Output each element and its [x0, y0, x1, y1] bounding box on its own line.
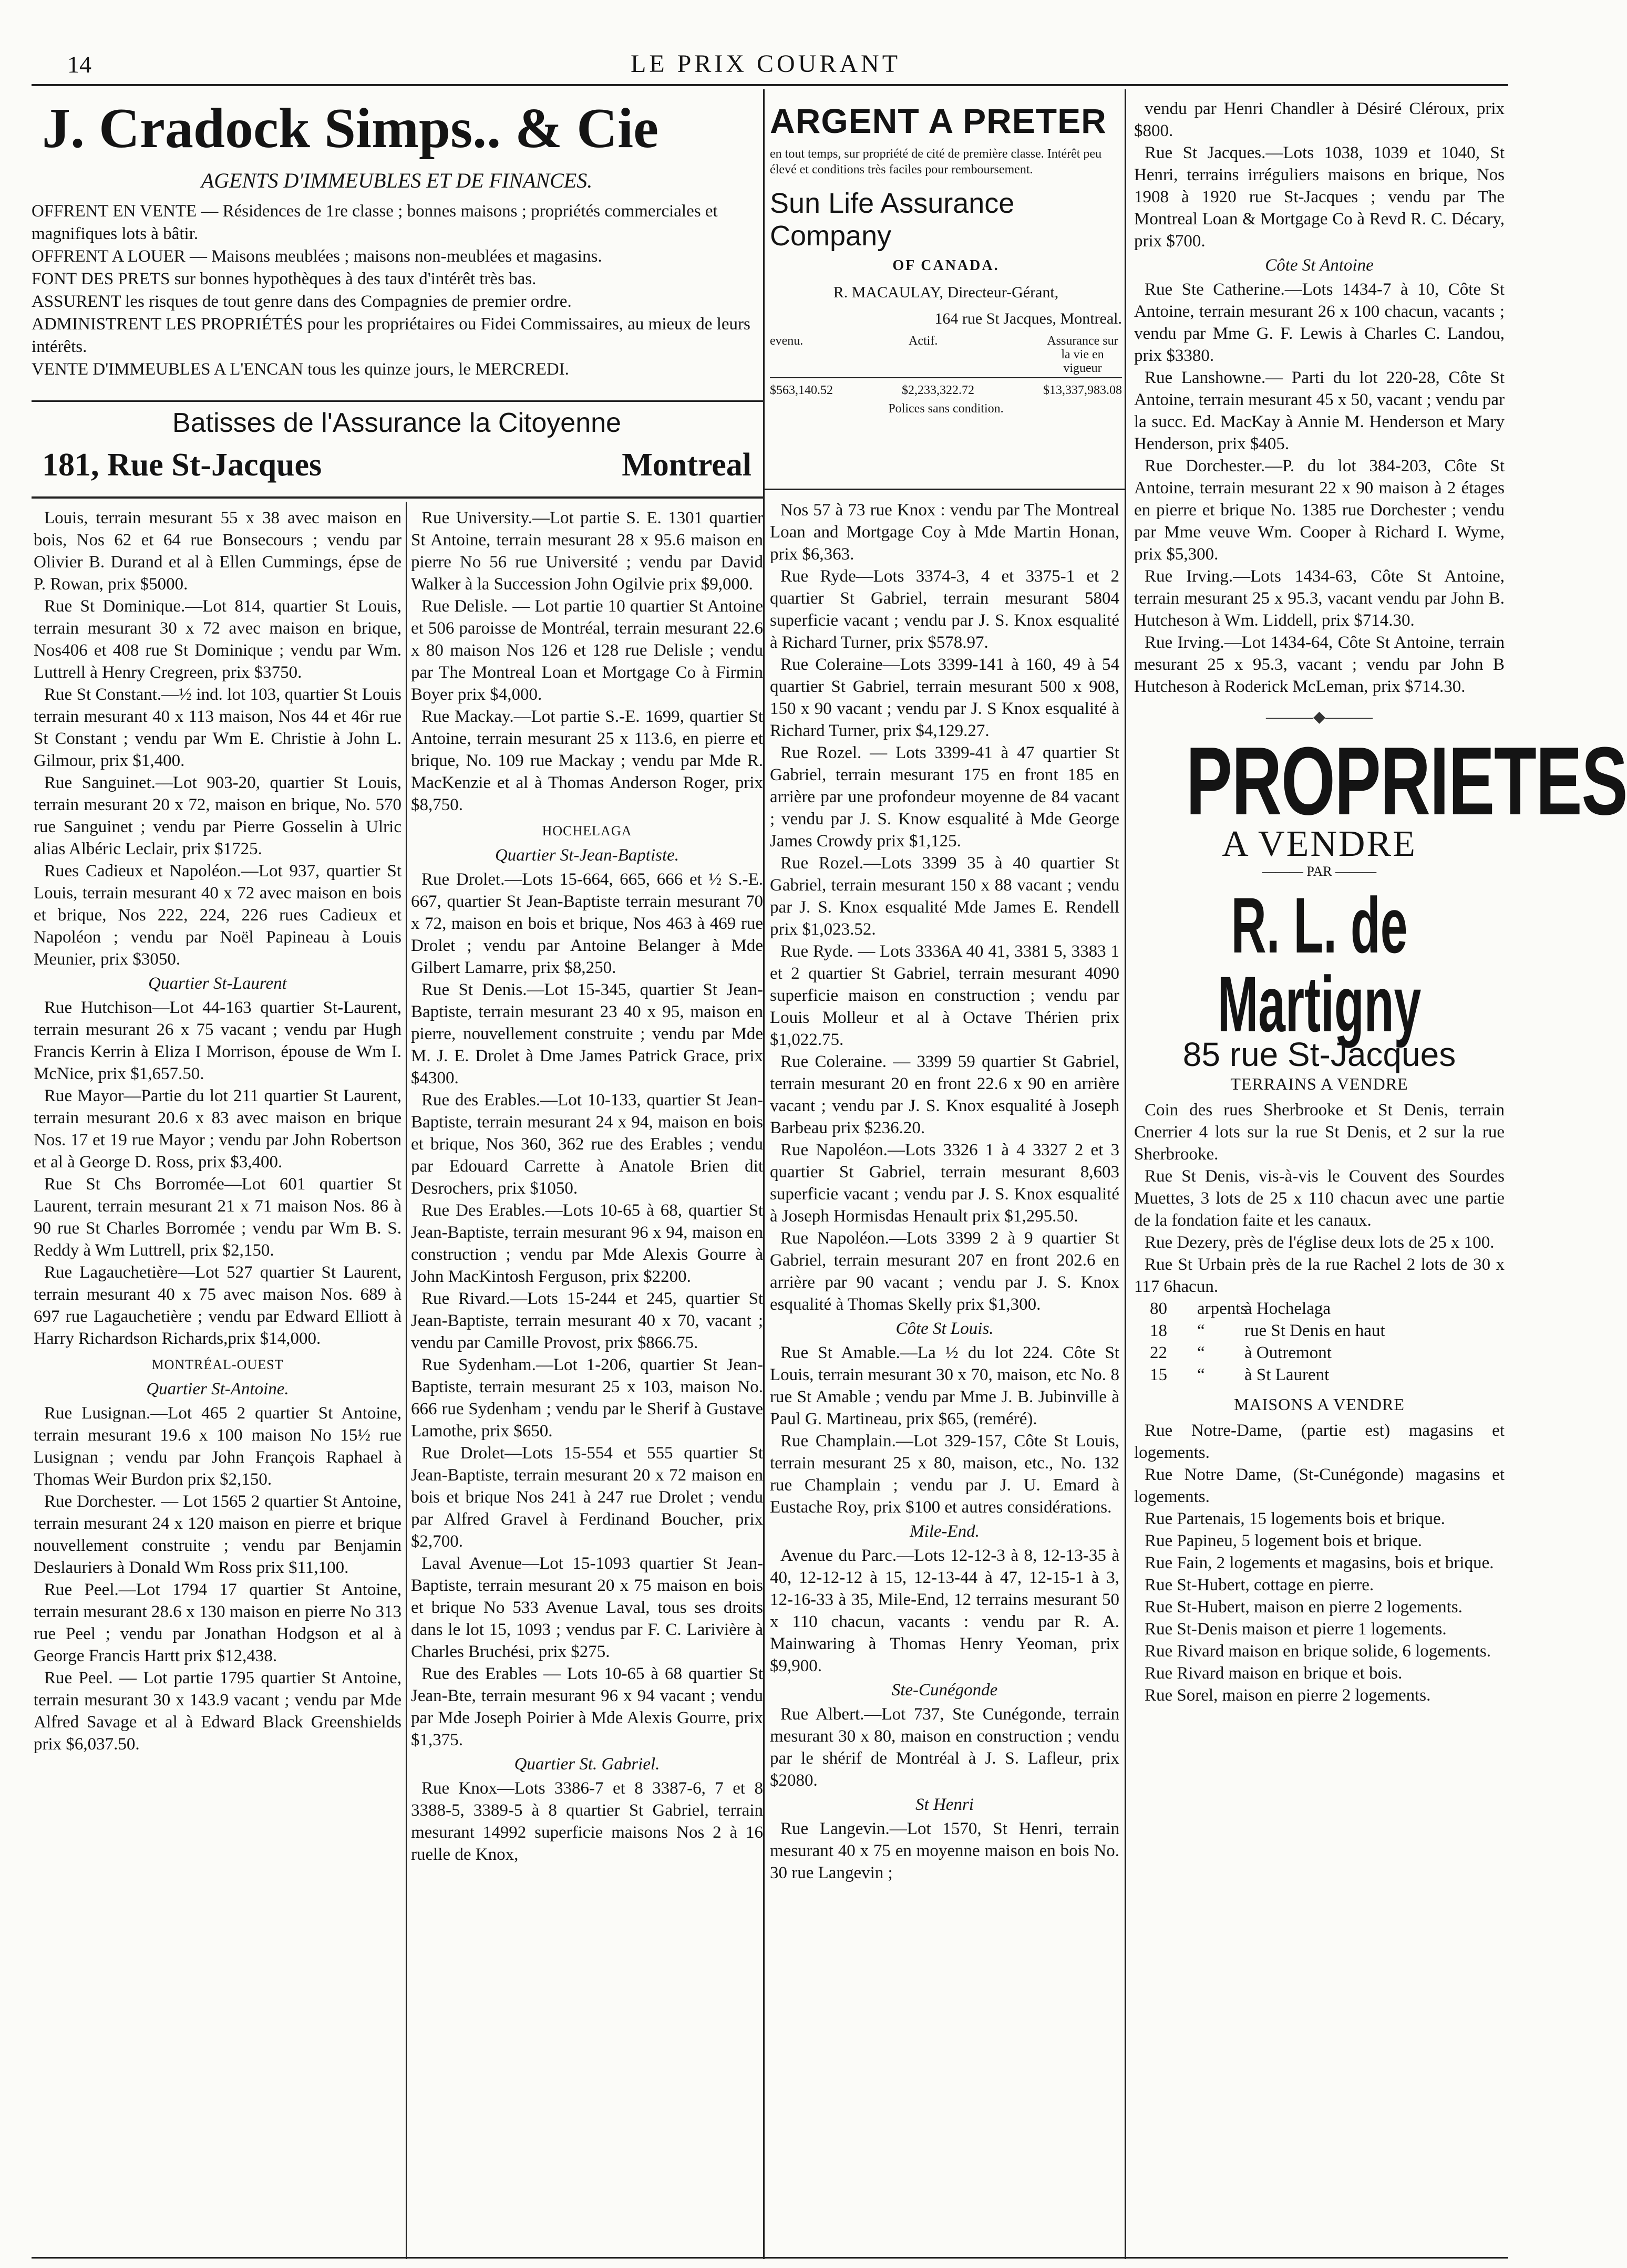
- batisses-title: Batisses de l'Assurance la Citoyenne: [172, 408, 621, 438]
- property-listing: Louis, terrain mesurant 55 x 38 avec maison en bois, Nos 62 et 64 rue Bonsecours ; vendu par Olivier B. Durand et al à Ellen Cummings, épse de P. Rowan, prix $5000.: [34, 509, 401, 594]
- terrain-item: Rue Dezery, près de l'église deux lots de 25 x 100.: [1145, 1233, 1495, 1252]
- property-listing: Rue Mayor—Partie du lot 211 quartier St Laurent, terrain mesurant 20.6 x 83 avec maison en brique Nos. 17 et 19 rue Mayor ; vendu par John Robertson et al à George D. Ross, prix $3,400.: [34, 1086, 401, 1172]
- value-revenu: $563,140.52: [770, 384, 833, 397]
- maison-item: Rue St-Denis maison et pierre 1 logements.: [1145, 1620, 1447, 1639]
- arpent-row: [1134, 1364, 1505, 1386]
- finance-labels: [770, 334, 1122, 375]
- property-listing: Rue Des Erables.—Lots 10-65 à 68, quartier St Jean-Baptiste, terrain mesurant 96 x 94, maison en construction ; vendu par Mde Alexis Gourre à John MacKintosh Ferguson, prix $2200.: [411, 1201, 763, 1286]
- offer-line: OFFRENT A LOUER — Maisons meublées ; maisons non-meublées et magasins.: [32, 247, 602, 266]
- property-listing: Rue des Erables — Lots 10-65 à 68 quartier St Jean-Bte, terrain mesurant 96 x 94 vacant ; vendu par Mde Joseph Poirier à Mde Alexis Gourre, prix $1,375.: [411, 1664, 763, 1749]
- property-listing: Rue Dorchester.—P. du lot 384-203, Côte St Antoine, terrain mesurant 22 x 90 maison à 2 étages en pierre et brique No. 1385 rue Dorchester ; vendu par Mme veuve Wm. Cooper à Richard I. Wyme, prix $5,300.: [1134, 457, 1505, 564]
- property-listing: Rue University.—Lot partie S. E. 1301 quartier St Antoine, terrain mesurant 28 x 95.6 maison en pierre No 56 rue Université ; vendu par David Walker à la Succession John Ogilvie prix $9,000.: [411, 509, 763, 594]
- proprietes-title: PROPRIETES: [1186, 727, 1627, 835]
- cradock-bottom-rule: [32, 400, 763, 402]
- property-listing: Rue Irving.—Lots 1434-63, Côte St Antoine, terrain mesurant 25 x 95.3, vacant vendu par John B. Hutcheson à Wm. Liddell, prix $714.30.: [1134, 567, 1505, 630]
- property-listing: Rue Napoléon.—Lots 3399 2 à 9 quartier St Gabriel, terrain mesurant 207 en front 202.6 en arrière par 90 vacant ; vendu par J. S. Knox esqualité à Thomas Skelly prix $1,300.: [770, 1229, 1119, 1314]
- cradock-offers: [32, 200, 762, 381]
- property-listing: Rue St Chs Borromée—Lot 601 quartier St Laurent, terrain mesurant 21 x 71 maison Nos. 86 à 90 rue St Charles Borromée ; vendu par Wm B. S. Reddy à Wm Luttrell, prix $2,150.: [34, 1175, 401, 1260]
- property-listing: Rue Ryde—Lots 3374-3, 4 et 3375-1 et 2 quartier St Gabriel, terrain mesurant 5804 superficie vacant ; vendu par J. S. Knox esqualité à Richard Turner, prix $578.97.: [770, 567, 1119, 652]
- arpent-where: à Outremont: [1244, 1343, 1332, 1362]
- arpent-count: 15: [1150, 1365, 1167, 1384]
- maison-item: Rue Rivard maison en brique solide, 6 logements.: [1145, 1642, 1491, 1661]
- property-listing: Rue Knox—Lots 3386-7 et 8 3387-6, 7 et 8 3388-5, 3389-5 à 8 quartier St Gabriel, terrain mesurant 14992 superficie maisons Nos 2 à 16 ruelle de Knox,: [411, 1779, 763, 1864]
- property-listing: Avenue du Parc.—Lots 12-12-3 à 8, 12-13-35 à 40, 12-12-12 à 15, 12-13-44 à 47, 12-15-1 à 3, 12-16-33 à 35, Mile-End, 12 terrains mesurant 50 x 110 chacun, vacants : vendu par R. A. Mainwaring à Thomas Henry Yeoman, prix $9,900.: [770, 1546, 1119, 1675]
- district-heading: Quartier St-Jean-Baptiste.: [495, 846, 679, 865]
- sunlife-company: Sun Life Assurance Company: [770, 188, 1015, 252]
- martigny-address: 85 rue St-Jacques: [1182, 1035, 1456, 1073]
- property-listing: Laval Avenue—Lot 15-1093 quartier St Jean-Baptiste, terrain mesurant 20 x 75 maison en bois et brique No 533 Avenue Laval, tous ses droits dans le lot 15, 1093 ; vendus par F. C. Larivière à Charles Bruchési, prix $275.: [411, 1554, 763, 1661]
- district-heading: Côte St Antoine: [1265, 256, 1374, 275]
- arpent-count: 80: [1150, 1299, 1167, 1318]
- property-listing: Rue Champlain.—Lot 329-157, Côte St Louis, terrain mesurant 25 x 80, maison, etc., No. 132 rue Champlain ; vendu par J. U. Emard à Eustache Roy, prix $100 et autres considérations.: [770, 1432, 1119, 1517]
- property-listing: Rue Lanshowne.— Parti du lot 220-28, Côte St Antoine, terrain mesurant 45 x 50, vacant ; vendu par la succ. Ed. MacKay à Annie M. Henderson et Mary Henderson, prix $405.: [1134, 368, 1505, 453]
- property-listing: Rue Albert.—Lot 737, Ste Cunégonde, terrain mesurant 30 x 80, maison en construction ; vendu par le shérif de Montréal à J. S. Lafleur, prix $2080.: [770, 1705, 1119, 1790]
- column-rule-3: [406, 502, 407, 2259]
- finance-values: [770, 384, 1122, 398]
- argent-title: ARGENT A PRETER: [770, 101, 1107, 140]
- offer-line: OFFRENT EN VENTE — Résidences de 1re classe ; bonnes maisons ; propriétés commerciales et magnifiques lots à bâtir.: [32, 202, 718, 243]
- property-listing: Rue Rozel. — Lots 3399-41 à 47 quartier St Gabriel, terrain mesurant 175 en front 185 en arrière par une profondeur moyenne de 84 vacant ; vendu par J. S. Know esqualité à Mde George James Crowdy prix $1,125.: [770, 743, 1119, 851]
- property-listing: Rue St Jacques.—Lots 1038, 1039 et 1040, St Henri, terrains irréguliers maisons en brique, Nos 1908 à 1920 rue St-Jacques ; vendu par The Montreal Loan & Mortgage Co à Revd R. C. Décary, prix $700.: [1134, 143, 1505, 251]
- label-actif: Actif.: [909, 334, 938, 348]
- page-number: 14: [67, 51, 91, 78]
- column-d: [1134, 98, 1627, 1706]
- property-listing: Rue Ryde. — Lots 3336A 40 41, 3381 5, 3383 1 et 2 quartier St Gabriel, terrain mesurant 4090 superficie maison en construction ; vendu par Louis Molleur et al à Octave Thérien prix $1,022.75.: [770, 942, 1119, 1049]
- terrains-list: [1134, 1099, 1505, 1298]
- cradock-name: J. Cradock Simps.. & Cie: [42, 97, 659, 160]
- argent-ad: [770, 98, 1122, 416]
- maison-item: Rue Sorel, maison en pierre 2 logements.: [1145, 1686, 1431, 1705]
- argent-bottom-rule: [765, 489, 1125, 490]
- maison-item: Rue St-Hubert, maison en pierre 2 logements.: [1145, 1598, 1463, 1617]
- martigny-name: R. L. de Martigny: [1217, 881, 1422, 1048]
- label-revenu: evenu.: [770, 334, 804, 348]
- sunlife-director: R. MACAULAY, Directeur-Gérant,: [833, 284, 1059, 301]
- district-heading: Quartier St. Gabriel.: [514, 1755, 660, 1774]
- newspaper-title: LE PRIX COURANT: [631, 50, 901, 78]
- header-rule: [32, 84, 1508, 86]
- column-rule-2: [1125, 89, 1126, 2259]
- property-listing: Rue Hutchison—Lot 44-163 quartier St-Laurent, terrain mesurant 26 x 75 vacant ; vendu par Hugh Francis Kerrin à Eliza I Morrison, épouse de Wm I. McNice, prix $1,657.50.: [34, 998, 401, 1083]
- property-listing: Rue Peel. — Lot partie 1795 quartier St Antoine, terrain mesurant 30 x 143.9 vacant ; vendu par Mde Alfred Savage et al à Edward Black Greenshields prix $6,037.50.: [34, 1669, 401, 1754]
- terrain-item: Rue St Urbain près de la rue Rachel 2 lots de 30 x 117 6hacun.: [1134, 1255, 1505, 1296]
- column-rule-1: [763, 89, 765, 2259]
- argent-desc: en tout temps, sur propriété de cité de première classe. Intérêt peu élevé et conditions très faciles pour remboursement.: [770, 147, 1102, 177]
- maison-item: Rue Notre Dame, (St-Cunégonde) magasins et logements.: [1134, 1465, 1505, 1506]
- district-heading: Ste-Cunégonde: [891, 1681, 998, 1700]
- property-listing: Rue Dorchester. — Lot 1565 2 quartier St Antoine, terrain mesurant 24 x 120 maison en pierre et brique nouvellement construite ; vendu par Benjamin Deslauriers à Donald Wm Ross prix $11,100.: [34, 1492, 401, 1577]
- arpent-unit: “: [1197, 1321, 1205, 1340]
- arpents-list: [1134, 1298, 1505, 1386]
- column-b: [411, 507, 763, 1866]
- offer-line: ASSURENT les risques de tout genre dans des Compagnies de premier ordre.: [32, 292, 572, 311]
- terrains-title: TERRAINS A VENDRE: [1230, 1074, 1408, 1093]
- district-heading: Mile-End.: [910, 1522, 980, 1541]
- property-listing: Rue St Constant.—½ ind. lot 103, quartier St Louis terrain mesurant 40 x 113 maison, Nos 44 et 46r rue St Constant ; vendu par Wm E. Christie à John L. Gilmour, prix $1,400.: [34, 685, 401, 770]
- column-d-listings: [1134, 98, 1505, 698]
- sunlife-address: 164 rue St Jacques, Montreal.: [934, 310, 1122, 327]
- property-listing: Rue Langevin.—Lot 1570, St Henri, terrain mesurant 40 x 75 en moyenne maison en bois No. 30 rue Langevin ;: [770, 1819, 1119, 1882]
- maison-item: Rue Notre-Dame, (partie est) magasins et logements.: [1134, 1421, 1505, 1462]
- value-actif: $2,233,322.72: [902, 384, 974, 397]
- property-listing: Rue Sanguinet.—Lot 903-20, quartier St Louis, terrain mesurant 20 x 72, maison en brique, No. 570 rue Sanguinet ; vendu par Pierre Gosselin à Ulric alias Albéric Leclair, prix $1725.: [34, 773, 401, 858]
- arpent-where: rue St Denis en haut: [1244, 1321, 1385, 1340]
- property-listing: Rue Drolet—Lots 15-554 et 555 quartier St Jean-Baptiste, terrain mesurant 20 x 72 maison en bois et brique Nos 241 à 247 rue Drolet ; vendu par Alfred Gravel à Ferdinand Boucher, prix $2,700.: [411, 1444, 763, 1551]
- property-listing: Rue Drolet.—Lots 15-664, 665, 666 et ½ S.-E. 667, quartier St Jean-Baptiste terrain mesurant 70 x 72, maison en bois et brique, Nos 463 à 469 rue Drolet ; vendu par Antoine Belanger à Mde Gilbert Lamarre, prix $8,250.: [411, 870, 763, 977]
- offer-line: FONT DES PRETS sur bonnes hypothèques à des taux d'intérêt très bas.: [32, 270, 537, 288]
- property-listing: Rues Cadieux et Napoléon.—Lot 937, quartier St Louis, terrain mesurant 40 x 72 avec maison en bois et brique, Nos 222, 224, 226 rues Cadieux et Napoléon ; vendu par Noël Papineau à Louis Meunier, prix $3050.: [34, 862, 401, 969]
- label-assurance: Assurance sur la vie en vigueur: [1047, 334, 1118, 375]
- sunlife-canada: OF CANADA.: [892, 257, 1000, 274]
- maison-item: Rue Partenais, 15 logements bois et brique.: [1145, 1509, 1445, 1528]
- batisses-bottom-rule: [32, 496, 763, 499]
- section-heading: HOCHELAGA: [542, 823, 632, 838]
- batisses-street: 181, Rue St-Jacques: [42, 447, 322, 483]
- property-listing: Rue Napoléon.—Lots 3326 1 à 4 3327 2 et 3 quartier St Gabriel, terrain mesurant 8,603 superficie vacant ; vendu par J. S. Knox esqualité à Joseph Hormisdas Henault prix $1,295.50.: [770, 1141, 1119, 1226]
- property-listing: Rue St Denis.—Lot 15-345, quartier St Jean-Baptiste, terrain mesurant 23 40 x 95, maison en pierre, nouvellement construite ; vendu par Mde M. J. E. Drolet à Dme James Patrick Grace, prix $4300.: [411, 980, 763, 1088]
- maison-item: Rue Papineu, 5 logement bois et brique.: [1145, 1531, 1422, 1550]
- arpent-count: 22: [1150, 1343, 1167, 1362]
- offer-line: VENTE D'IMMEUBLES A L'ENCAN tous les quinze jours, le MERCREDI.: [32, 360, 569, 379]
- arpent-unit: “: [1197, 1343, 1205, 1362]
- property-listing: Nos 57 à 73 rue Knox : vendu par The Montreal Loan and Mortgage Coy à Mde Martin Honan, prix $6,363.: [770, 501, 1119, 564]
- par-text: PAR: [1306, 864, 1332, 879]
- maisons-title: MAISONS A VENDRE: [1234, 1395, 1405, 1414]
- district-heading: St Henri: [915, 1795, 974, 1814]
- maison-item: Rue St-Hubert, cottage en pierre.: [1145, 1576, 1374, 1594]
- offer-line: ADMINISTRENT LES PROPRIÉTÉS pour les propriétaires ou Fidei Commissaires, au mieux de leurs intérêts.: [32, 315, 750, 356]
- a-vendre: A VENDRE: [1222, 824, 1417, 864]
- property-listing: Rue Ste Catherine.—Lots 1434-7 à 10, Côte St Antoine, terrain mesurant 26 x 100 chacun, vacants ; vendu par Mme G. F. Lewis à Charles C. Landou, prix $3380.: [1134, 280, 1505, 365]
- terrain-item: Coin des rues Sherbrooke et St Denis, terrain Cnerrier 4 lots sur la rue St Denis, et 2 sur la rue Sherbrooke.: [1134, 1101, 1505, 1164]
- property-listing: Rue Lagauchetière—Lot 527 quartier St Laurent, terrain mesurant 40 x 75 avec maison Nos. 689 à 697 rue Lagauchetière ; vendu par Edward Elliott à Harry Richardson Richards,prix $14,000.: [34, 1263, 401, 1348]
- district-heading: Quartier St-Laurent: [148, 974, 287, 993]
- par-label: ——— PAR ———: [1262, 864, 1377, 879]
- property-listing: Rue Irving.—Lot 1434-64, Côte St Antoine, terrain mesurant 25 x 95.3, vacant ; vendu par John B Hutcheson à Roderick McLeman, prix $714.30.: [1134, 633, 1505, 696]
- arpent-row: [1134, 1342, 1505, 1364]
- terrain-item: Rue St Denis, vis-à-vis le Couvent des Sourdes Muettes, 3 lots de 25 x 110 chacun avec une partie de la fondation faite et les canaux.: [1134, 1167, 1505, 1230]
- cradock-ad: [32, 97, 762, 381]
- ornament-divider: ———◆———: [1265, 708, 1373, 726]
- column-c: [770, 499, 1119, 1884]
- property-listing: Rue Delisle. — Lot partie 10 quartier St Antoine et 506 paroisse de Montréal, terrain mesurant 22.6 x 80 maison Nos 126 et 128 rue Delisle ; vendu par The Montreal Loan et Mortgage Co à Firmin Boyer prix $4,000.: [411, 597, 763, 704]
- arpent-unit: “: [1197, 1365, 1205, 1384]
- maison-item: Rue Fain, 2 logements et magasins, bois et brique.: [1145, 1554, 1494, 1572]
- property-listing: Rue Coleraine—Lots 3399-141 à 160, 49 à 54 quartier St Gabriel, terrain mesurant 500 x 908, 150 x 90 vacant ; vendu par J. S Knox esqualité à Richard Turner, prix $4,129.27.: [770, 655, 1119, 740]
- property-listing: Rue Coleraine. — 3399 59 quartier St Gabriel, terrain mesurant 20 en front 22.6 x 90 en arrière vacant ; vendu par J. S. Knox esqualité à Joseph Barbeau prix $236.20.: [770, 1052, 1119, 1137]
- arpent-row: [1134, 1320, 1505, 1342]
- maison-item: Rue Rivard maison en brique et bois.: [1145, 1664, 1403, 1683]
- property-listing: Rue St Amable.—La ½ du lot 224. Côte St Louis, terrain mesurant 30 x 70, maison, etc No. 8 rue St Amable ; vendu par Mme J. B. Jubinville à Paul G. Martineau, prix $65, (reméré).: [770, 1343, 1119, 1428]
- property-listing: Rue Mackay.—Lot partie S.-E. 1699, quartier St Antoine, terrain mesurant 25 x 113.6, en pierre et brique, No. 109 rue Mackay ; vendu par Mde R. MacKenzie et al à Thomas Anderson Roger, prix $8,750.: [411, 707, 763, 814]
- property-listing: Rue Rozel.—Lots 3399 35 à 40 quartier St Gabriel, terrain mesurant 150 x 88 vacant ; vendu par J. S. Knox esqualité Mde James E. Rendell prix $1,023.52.: [770, 854, 1119, 939]
- property-listing: vendu par Henri Chandler à Désiré Cléroux, prix $800.: [1134, 99, 1505, 140]
- property-listing: Rue Sydenham.—Lot 1-206, quartier St Jean-Baptiste, terrain mesurant 25 x 103, maison No. 666 rue Sydenham ; vendu par le Sherif à Gustave Lamothe, prix $650.: [411, 1355, 763, 1441]
- arpent-unit: arpents: [1197, 1299, 1248, 1318]
- polices-text: Polices sans condition.: [888, 402, 1004, 416]
- value-assurance: $13,337,983.08: [1043, 384, 1122, 397]
- maisons-list: [1134, 1420, 1505, 1706]
- arpent-where: à Hochelaga: [1244, 1299, 1331, 1318]
- district-heading: Quartier St-Antoine.: [146, 1380, 289, 1399]
- arpent-count: 18: [1150, 1321, 1167, 1340]
- arpent-row: [1134, 1298, 1505, 1320]
- bottom-rule: [32, 2257, 1508, 2259]
- district-heading: Côte St Louis.: [895, 1319, 994, 1338]
- arpent-where: à St Laurent: [1244, 1365, 1330, 1384]
- property-listing: Rue des Erables.—Lot 10-133, quartier St Jean-Baptiste, terrain mesurant 24 x 94, maison en bois et brique, Nos 360, 362 rue des Erables ; vendu par Edouard Carrette à Anatole Brien dit Desrochers, prix $1050.: [411, 1091, 763, 1198]
- finance-rule: [770, 377, 1122, 378]
- section-heading: MONTRÉAL-OUEST: [151, 1357, 284, 1372]
- property-listing: Rue Rivard.—Lots 15-244 et 245, quartier St Jean-Baptiste, terrain mesurant 40 x 70, vacant ; vendu par Camille Provost, prix $866.75.: [411, 1289, 763, 1352]
- batisses-address: [32, 447, 762, 484]
- cradock-agents: AGENTS D'IMMEUBLES ET DE FINANCES.: [201, 169, 593, 192]
- property-listing: Rue Lusignan.—Lot 465 2 quartier St Antoine, terrain mesurant 19.6 x 100 maison No 15½ rue Lusignan ; vendu par John François Raphael à Thomas Weir Burdon prix $2,150.: [34, 1404, 401, 1489]
- property-listing: Rue Peel.—Lot 1794 17 quartier St Antoine, terrain mesurant 28.6 x 130 maison en pierre No 313 rue Peel ; vendu par Jonathan Hodgson et al à George Francis Hartt prix $12,438.: [34, 1580, 401, 1665]
- column-a: [34, 507, 401, 1755]
- property-listing: Rue St Dominique.—Lot 814, quartier St Louis, terrain mesurant 30 x 72 avec maison en brique, Nos406 et 408 rue St Dominique ; vendu par Wm. Luttrell à Henry Cregreen, prix $3750.: [34, 597, 401, 682]
- batisses-city: Montreal: [622, 447, 751, 483]
